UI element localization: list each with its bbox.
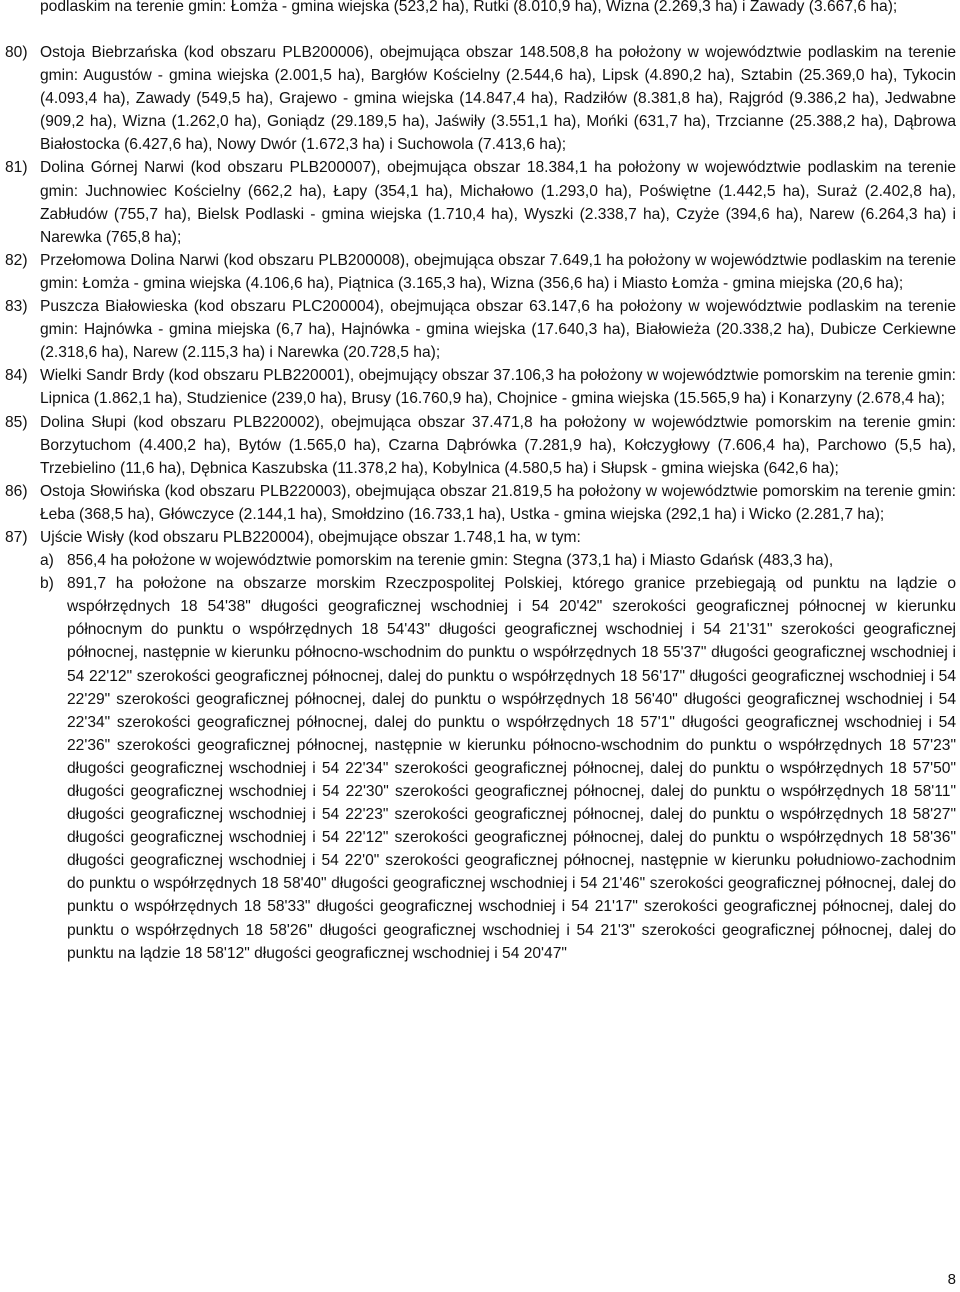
item-number: 84)	[5, 367, 28, 385]
item-number: 83)	[5, 298, 28, 316]
sub-item-b	[40, 572, 956, 965]
list-item-86	[5, 480, 956, 526]
item-text: Wielki Sandr Brdy (kod obszaru PLB220001), obejmujący obszar 37.106,3 ha położony w województwie pomorskim na terenie gmin: Lipnica (1.862,1 ha), Studzienice (239,0 ha), Brusy (16.760,9 ha), Chojnice - gmina wiejska (15.565,9 ha) i Konarzyny (2.678,4 ha);	[40, 367, 956, 408]
list-item-80	[5, 41, 956, 156]
sub-item-text: 891,7 ha położone na obszarze morskim Rzeczpospolitej Polskiej, którego granice przebiegają od punktu na lądzie o współrzędnych 18 54'38" długości geograficznej wschodniej i 54 20'42" szerokości geograficznej północnej w kierunku północnym do punktu o współrzędnych 18 54'43" długości geograficznej wschodniej i 54 21'31" szerokości geograficznej północnej, następnie w kierunku północno-wschodnim do punktu o współrzędnych 18 55'37" długości geograficznej wschodniej i 54 22'12" szerokości geograficznej północnej, dalej do punktu o współrzędnych 18 56'17" długości geograficznej wschodniej i 54 22'29" szerokości geograficznej północnej, dalej do punktu o współrzędnych 18 56'40" długości geograficznej wschodniej i 54 22'34" szerokości geograficznej północnej, dalej do punktu o współrzędnych 18 57'1" długości geograficznej wschodniej i 54 22'36" szerokości geograficznej północnej, następnie w kierunku północno-wschodnim do punktu o współrzędnych 18 57'23" długości geograficznej wschodniej i 54 22'34" szerokości geograficznej północnej, dalej do punktu o współrzędnych 18 57'50" długości geograficznej wschodniej i 54 22'30" szerokości geograficznej północnej, dalej do punktu o współrzędnych 18 58'11" długości geograficznej wschodniej i 54 22'23" szerokości geograficznej północnej, dalej do punktu o współrzędnych 18 58'27" długości geograficznej wschodniej i 54 22'12" szerokości geograficznej północnej, dalej do punktu o współrzędnych 18 58'36" długości geograficznej wschodniej i 54 22'0" szerokości geograficznej północnej, następnie w kierunku południowo-zachodnim do punktu o współrzędnych 18 58'40" długości geograficznej wschodniej i 54 21'46" szerokości geograficznej północnej, dalej do punktu o współrzędnych 18 58'33" długości geograficznej wschodniej i 54 21'17" szerokości geograficznej północnej, dalej do punktu o współrzędnych 18 58'26" długości geograficznej wschodniej i 54 21'3" szerokości geograficznej północnej, dalej do punktu na lądzie 18 58'12" długości geograficznej wschodniej i 54 20'47"	[67, 575, 956, 962]
continuation-paragraph: podlaskim na terenie gmin: Łomża - gmina wiejska (523,2 ha), Rutki (8.010,9 ha), Wizna (2.269,3 ha) i Zawady (3.667,6 ha);	[40, 0, 898, 15]
sub-item-label: a)	[40, 552, 54, 570]
list-item-84	[5, 364, 956, 410]
item-text: Dolina Górnej Narwi (kod obszaru PLB200007), obejmująca obszar 18.384,1 ha położony w województwie podlaskim na terenie gmin: Juchnowiec Kościelny (662,2 ha), Łapy (354,1 ha), Michałowo (1.293,0 ha), Poświętne (1.442,5 ha), Suraż (2.402,8 ha), Zabłudów (755,7 ha), Bielsk Podlaski - gmina wiejska (1.710,4 ha), Wyszki (2.338,7 ha), Czyże (394,6 ha), Narew (6.264,3 ha) i Narewka (765,8 ha);	[40, 159, 956, 246]
item-number: 85)	[5, 413, 28, 431]
item-text: Ostoja Słowińska (kod obszaru PLB220003), obejmująca obszar 21.819,5 ha położony w województwie pomorskim na terenie gmin: Łeba (368,5 ha), Główczyce (2.144,1 ha), Smołdzino (16.733,1 ha), Ustka - gmina wiejska (292,1 ha) i Wicko (2.281,7 ha);	[40, 482, 956, 523]
item-number: 81)	[5, 159, 28, 177]
item-number: 82)	[5, 251, 28, 269]
item-number: 80)	[5, 44, 28, 61]
item-text: Przełomowa Dolina Narwi (kod obszaru PLB200008), obejmująca obszar 7.649,1 ha położony w województwie podlaskim na terenie gmin: Łomża - gmina wiejska (4.106,6 ha), Piątnica (3.165,3 ha), Wizna (356,6 ha) i Miasto Łomża - gmina miejska (20,6 ha);	[40, 251, 956, 292]
list-item-85	[5, 411, 956, 480]
list-item-81	[5, 156, 956, 248]
item-number: 86)	[5, 482, 28, 500]
item-text: Puszcza Białowieska (kod obszaru PLC200004), obejmująca obszar 63.147,6 ha położony w województwie podlaskim na terenie gmin: Hajnówka - gmina miejska (6,7 ha), Hajnówka - gmina wiejska (17.640,3 ha), Białowieża (20.338,2 ha), Dubicze Cerkiewne (2.318,6 ha), Narew (2.115,3 ha) i Narewka (20.728,5 ha);	[40, 298, 956, 362]
list-item-82	[5, 249, 956, 295]
item-text: Dolina Słupi (kod obszaru PLB220002), obejmująca obszar 37.471,8 ha położony w województwie pomorskim na terenie gmin: Borzytuchom (4.400,2 ha), Bytów (1.565,0 ha), Czarna Dąbrówka (7.281,9 ha), Kołczygłowy (7.606,4 ha), Parchowo (5,5 ha), Trzebielino (11,6 ha), Dębnica Kaszubska (11.378,2 ha), Kobylnica (4.580,5 ha) i Słupsk - gmina wiejska (642,6 ha);	[40, 413, 956, 477]
item-list	[5, 41, 956, 965]
item-text: Ujście Wisły (kod obszaru PLB220004), obejmujące obszar 1.748,1 ha, w tym:	[40, 528, 581, 546]
item-number: 87)	[5, 528, 28, 546]
item-text: Ostoja Biebrzańska (kod obszaru PLB200006), obejmująca obszar 148.508,8 ha położony w województwie podlaskim na terenie gmin: Augustów - gmina wiejska (2.001,5 ha), Bargłów Kościelny (2.544,6 ha), Lipsk (4.890,2 ha), Sztabin (25.369,0 ha), Tykocin (4.093,4 ha), Zawady (549,5 ha), Grajewo - gmina wiejska (14.847,4 ha), Radziłów (8.381,8 ha), Rajgród (9.386,2 ha), Jedwabne (909,2 ha), Wizna (1.262,0 ha), Goniądz (29.189,5 ha), Jaświły (3.551,1 ha), Mońki (631,7 ha), Trzcianne (25.388,2 ha), Dąbrowa Białostocka (6.427,6 ha), Nowy Dwór (1.672,3 ha) i Suchowola (7.413,6 ha);	[40, 44, 956, 154]
sub-item-text: 856,4 ha położone w województwie pomorskim na terenie gmin: Stegna (373,1 ha) i Miasto Gdańsk (483,3 ha),	[67, 552, 834, 570]
item-body	[40, 526, 956, 965]
list-item-87	[5, 526, 956, 965]
list-item-83	[5, 295, 956, 364]
sub-item-a	[40, 549, 956, 572]
page-number: 8	[947, 1271, 956, 1288]
sub-item-label: b)	[40, 575, 54, 593]
